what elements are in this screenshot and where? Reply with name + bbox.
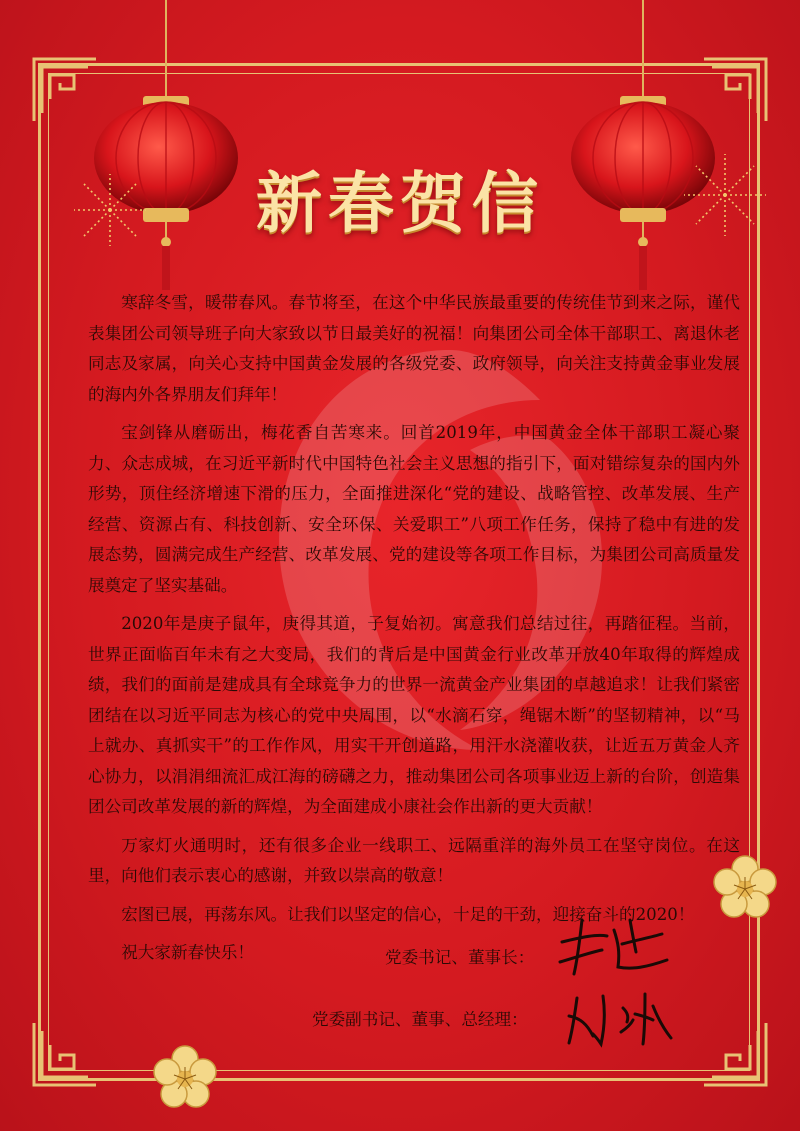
plum-blossom-icon <box>152 1045 218 1111</box>
paragraph: 寒辞冬雪，暖带春风。春节将至，在这个中华民族最重要的传统佳节到来之际，谨代表集团公司领导班子向大家致以节日最美好的祝福！向集团公司全体干部职工、离退休老同志及家属，向关心支持中国黄金发展的各级党委、政府领导，向关注支持黄金事业发展的海内外各界朋友们拜年！ <box>88 293 740 404</box>
frame-corner-ornament <box>30 1019 100 1089</box>
signature-role-chairman: 党委书记、董事长： <box>385 948 535 967</box>
paragraph: 宏图已展，再荡东风。让我们以坚定的信心，十足的干劲，迎接奋斗的2020！ <box>121 904 695 924</box>
frame-corner-ornament <box>30 55 100 125</box>
handwritten-signature <box>565 988 675 1048</box>
paragraph: 宝剑锋从磨砺出，梅花香自苦寒来。回首2019年，中国黄金全体干部职工凝心聚力、众志成城，在习近平新时代中国特色社会主义思想的指引下，面对错综复杂的国内外形势，顶住经济增速下滑的压力，全面推进深化“党的建设、战略管控、改革发展、生产经营、资源占有、科技创新、安全环保、关爱职工”八项工作任务，保持了稳中有进的发展态势，圆满完成生产经营、改革发展、党的建设等各项工作目标，为集团公司高质量发展奠定了坚实基础。 <box>88 423 740 595</box>
paragraph: 祝大家新春快乐！ <box>121 943 254 962</box>
frame-corner-ornament <box>700 1019 770 1089</box>
letter-title: 新春贺信 <box>256 164 544 242</box>
lantern-icon <box>568 0 718 290</box>
signature-role-general-manager: 党委副书记、董事、总经理： <box>312 1010 528 1029</box>
paragraph: 万家灯火通明时，还有很多企业一线职工、远隔重洋的海外员工在坚守岗位。在这里，向他们表示衷心的感谢，并致以崇高的敬意！ <box>88 835 740 885</box>
plum-blossom-icon <box>712 855 778 921</box>
handwritten-signature <box>552 912 672 982</box>
paragraph: 2020年是庚子鼠年，庚得其道，子复始初。寓意我们总结过往，再踏征程。当前，世界正面临百年未有之大变局，我们的背后是中国黄金行业改革开放40年取得的辉煌成绩，我们的面前是建成具有全球竞争力的世界一流黄金产业集团的卓越追求！让我们紧密团结在以习近平同志为核心的党中央周围，以“水滴石穿，绳锯木断”的坚韧精神，以“马上就办、真抓实干”的工作作风，用实干开创道路，用汗水浇灌收获，让近五万黄金人齐心协力，以涓涓细流汇成江海的磅礴之力，推动集团公司各项事业迈上新的台阶，创造集团公司改革发展的新的辉煌，为全面建成小康社会作出新的更大贡献！ <box>88 614 740 816</box>
letter-body <box>88 288 740 977</box>
